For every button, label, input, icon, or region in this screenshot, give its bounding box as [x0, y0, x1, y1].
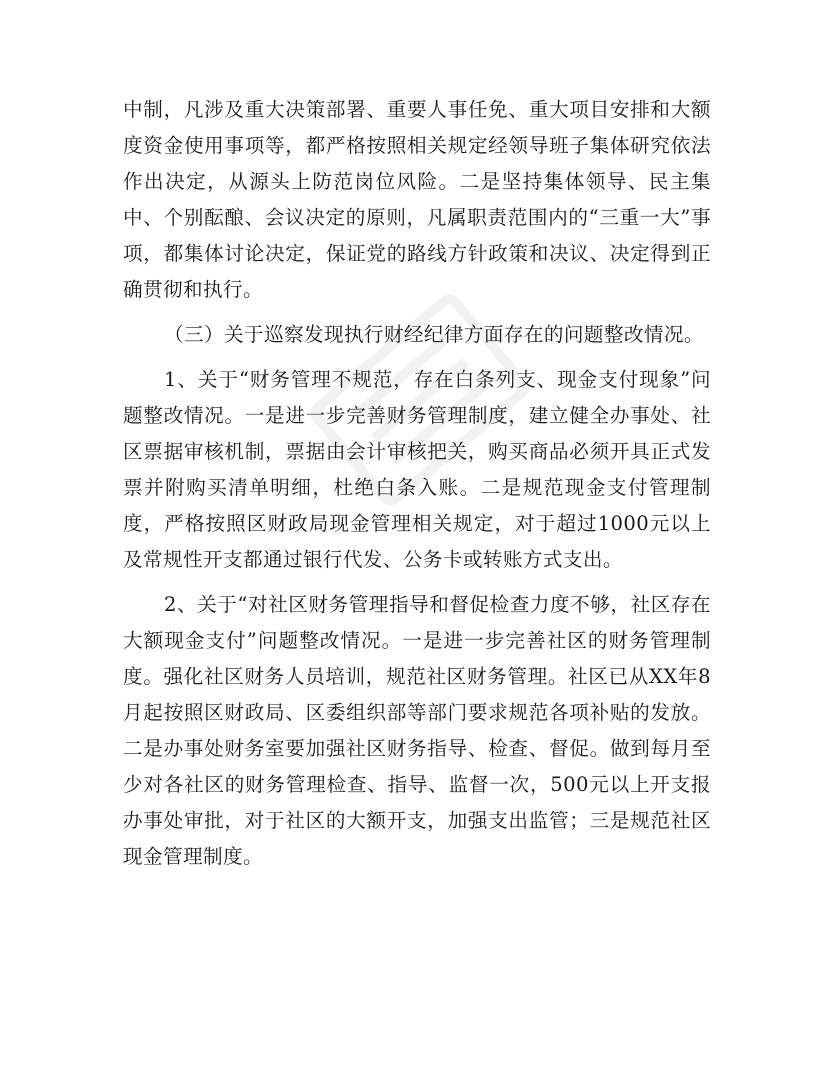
paragraph-item-1: 1、关于“财务管理不规范，存在白条列支、现金支付现象”问题整改情况。一是进一步完善财务管理制度，建立健全办事处、社区票据审核机制，票据由会计审核把关，购买商品必须开具正式发票并附购买清单明细，杜绝白条入账。二是规范现金支付管理制度，严格按照区财政局现金管理相关规定，对于超过1000元以上及常规性开支都通过银行代发、公务卡或转账方式支出。: [123, 368, 711, 571]
paragraph-1: 中制，凡涉及重大决策部署、重要人事任免、重大项目安排和大额度资金使用事项等，都严格按照相关规定经领导班子集体研究依法作出决定，从源头上防范岗位风险。二是坚持集体领导、民主集中、个别酝酿、会议决定的原则，凡属职责范围内的“三重一大”事项，都集体讨论决定，保证党的路线方针政策和决议、决定得到正确贯彻和执行。: [123, 98, 711, 301]
paragraph-item-2: 2、关于“对社区财务管理指导和督促检查力度不够，社区存在大额现金支付”问题整改情况。一是进一步完善社区的财务管理制度。强化社区财务人员培训，规范社区财务管理。社区已从XX年8月起按照区财政局、区委组织部等部门要求规范各项补贴的发放。二是办事处财务室要加强社区财务指导、检查、督促。做到每月至少对各社区的财务管理检查、指导、监督一次，500元以上开支报办事处审批，对于社区的大额开支，加强支出监管；三是规范社区现金管理制度。: [123, 593, 711, 868]
document-body: [123, 92, 711, 875]
section-heading-3: （三）关于巡察发现执行财经纪律方面存在的问题整改情况。: [164, 323, 704, 346]
